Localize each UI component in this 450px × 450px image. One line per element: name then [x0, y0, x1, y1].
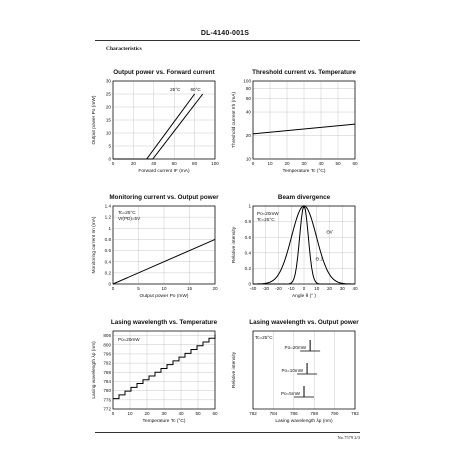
- x-tick-label: 30: [161, 411, 167, 416]
- x-tick-label: 0: [302, 286, 306, 291]
- x-tick-label: 10: [127, 411, 133, 416]
- y-tick-label: 15: [105, 117, 111, 123]
- x-tick-label: 30: [301, 161, 307, 166]
- y-tick-label: 0.4: [244, 250, 251, 256]
- x-axis-label: Output power Po (mW): [139, 294, 189, 299]
- x-tick-label: 40: [318, 161, 324, 166]
- x-tick-label: 40: [178, 411, 184, 416]
- x-tick-label: 792: [351, 411, 359, 416]
- y-tick-label: 5: [108, 143, 111, 149]
- chart-title: Monitoring current vs. Output power: [109, 194, 219, 201]
- annotation: Θ⊥: [315, 256, 324, 262]
- x-tick-label: 20: [326, 286, 333, 291]
- chart-4: [231, 194, 358, 299]
- y-tick-label: 10: [245, 156, 251, 162]
- y-tick-label: 20: [105, 104, 111, 110]
- y-tick-label: 0: [108, 156, 111, 162]
- y-tick-label: 800: [103, 342, 111, 348]
- y-tick-label: 784: [103, 379, 111, 385]
- x-tick-label: -40: [249, 286, 257, 291]
- annotation: 25°C: [170, 86, 181, 92]
- y-tick-label: 10: [105, 130, 111, 136]
- annotation: Tc=25°C: [118, 210, 136, 215]
- annotation: Tc=25°C: [255, 335, 273, 340]
- chart-3: [91, 194, 219, 299]
- y-tick-label: 780: [103, 388, 111, 394]
- y-tick-label: 788: [103, 369, 111, 375]
- x-tick-label: -30: [262, 286, 270, 291]
- chart-title: Threshold current vs. Temperature: [252, 69, 356, 76]
- x-axis-label: Angle θ (° ): [291, 294, 317, 299]
- y-tick-label: 0.8: [104, 237, 111, 243]
- x-tick-label: 20: [212, 286, 218, 291]
- x-tick-label: -10: [287, 286, 295, 291]
- x-axis-label: Temperature Tc (°C): [282, 169, 326, 174]
- chart-1: [91, 69, 219, 174]
- x-tick-label: 20: [284, 161, 290, 166]
- y-tick-label: 1.4: [104, 203, 111, 209]
- x-axis-label: Lasing wavelength λp (nm): [275, 419, 333, 424]
- x-tick-label: -20: [275, 286, 282, 291]
- x-tick-label: 784: [269, 411, 278, 416]
- chart-title: Lasing wavelength vs. Temperature: [110, 319, 218, 326]
- y-tick-label: 0.2: [104, 270, 111, 276]
- x-tick-label: 0: [111, 161, 115, 166]
- x-tick-label: 10: [161, 286, 167, 291]
- annotation: Θ//: [326, 229, 333, 235]
- x-axis-label: Temperature Tc (°C): [142, 419, 186, 424]
- y-tick-label: 806: [103, 333, 111, 339]
- x-tick-label: 790: [330, 411, 339, 416]
- x-tick-label: 788: [310, 411, 319, 416]
- x-tick-label: 50: [335, 161, 341, 166]
- x-tick-label: 10: [267, 161, 273, 166]
- y-tick-label: 0.8: [244, 219, 251, 225]
- x-tick-label: 40: [352, 286, 358, 291]
- y-tick-label: 1.2: [104, 214, 111, 220]
- y-tick-label: 0.6: [244, 234, 251, 240]
- x-tick-label: 60: [352, 161, 358, 166]
- y-tick-label: 25: [105, 91, 111, 97]
- y-tick-label: 60: [245, 95, 251, 101]
- y-tick-label: 0: [108, 281, 111, 287]
- x-tick-label: 50: [195, 411, 201, 416]
- x-tick-label: 30: [339, 286, 345, 291]
- x-tick-label: 60: [171, 161, 177, 166]
- x-tick-label: 0: [111, 411, 115, 416]
- x-tick-label: 40: [151, 161, 157, 166]
- y-tick-label: 40: [245, 109, 251, 115]
- chart-title: Lasing wavelength vs. Output power: [249, 319, 359, 326]
- x-tick-label: 786: [289, 411, 298, 416]
- y-tick-label: 30: [105, 78, 111, 84]
- y-tick-label: 1: [248, 203, 251, 209]
- chart-2: [231, 69, 358, 174]
- y-tick-label: 792: [103, 360, 111, 366]
- series-line: [113, 94, 203, 159]
- x-tick-label: 20: [130, 161, 136, 166]
- y-axis-label: Monitoring current Im (mA): [92, 216, 97, 274]
- x-tick-label: 80: [192, 161, 198, 166]
- x-tick-label: 0: [111, 286, 115, 291]
- y-axis-label: Output power Po (mW): [92, 95, 97, 145]
- annotation: Po=20mW: [257, 211, 279, 216]
- series-label: Po=20mW: [284, 345, 307, 350]
- series-label: Po=5mW: [280, 391, 300, 396]
- series-label: Po=10mW: [281, 368, 304, 373]
- page-number: No.7579 2/3: [337, 435, 360, 440]
- annotation: 60°C: [190, 86, 201, 92]
- chart-5: [91, 319, 218, 424]
- y-tick-label: 1: [108, 225, 111, 231]
- x-tick-label: 100: [211, 161, 219, 166]
- y-tick-label: 0: [248, 281, 251, 287]
- y-tick-label: 100: [243, 78, 251, 84]
- x-tick-label: 15: [186, 286, 193, 291]
- part-number-header: DL-4140-001S: [200, 30, 250, 37]
- y-tick-label: 772: [103, 406, 111, 412]
- y-tick-label: 0.6: [104, 248, 111, 254]
- annotation: Tc=25°C: [257, 217, 275, 222]
- y-tick-label: 20: [245, 133, 251, 139]
- annotation: Vr(PD)=5V: [118, 216, 141, 221]
- chart-title: Output power vs. Forward current: [113, 69, 215, 76]
- section-title: Characteristics: [106, 46, 142, 52]
- x-tick-label: 0: [251, 161, 255, 166]
- y-axis-label: Lasing wavelength λp (nm): [92, 341, 97, 399]
- x-tick-label: 60: [212, 411, 218, 416]
- annotation: Po=20mW: [118, 337, 140, 342]
- x-tick-label: 782: [249, 411, 257, 416]
- y-tick-label: 0.2: [244, 266, 251, 271]
- chart-6: [231, 319, 359, 424]
- x-tick-label: 10: [314, 286, 320, 291]
- y-axis-label: Relative intensity: [232, 351, 237, 389]
- x-tick-label: 5: [137, 286, 140, 291]
- y-axis-label: Relative intensity: [232, 226, 237, 264]
- y-tick-label: 796: [103, 351, 111, 357]
- y-tick-label: 80: [245, 86, 251, 92]
- footer-rule: [95, 432, 360, 433]
- y-axis-label: Threshold current Ith (mA): [232, 92, 237, 148]
- y-tick-label: 776: [103, 397, 111, 403]
- chart-title: Beam divergence: [277, 194, 331, 201]
- y-tick-label: 0.4: [104, 259, 111, 265]
- x-axis-label: Forward current IF (mA): [138, 169, 190, 174]
- x-tick-label: 20: [144, 411, 150, 416]
